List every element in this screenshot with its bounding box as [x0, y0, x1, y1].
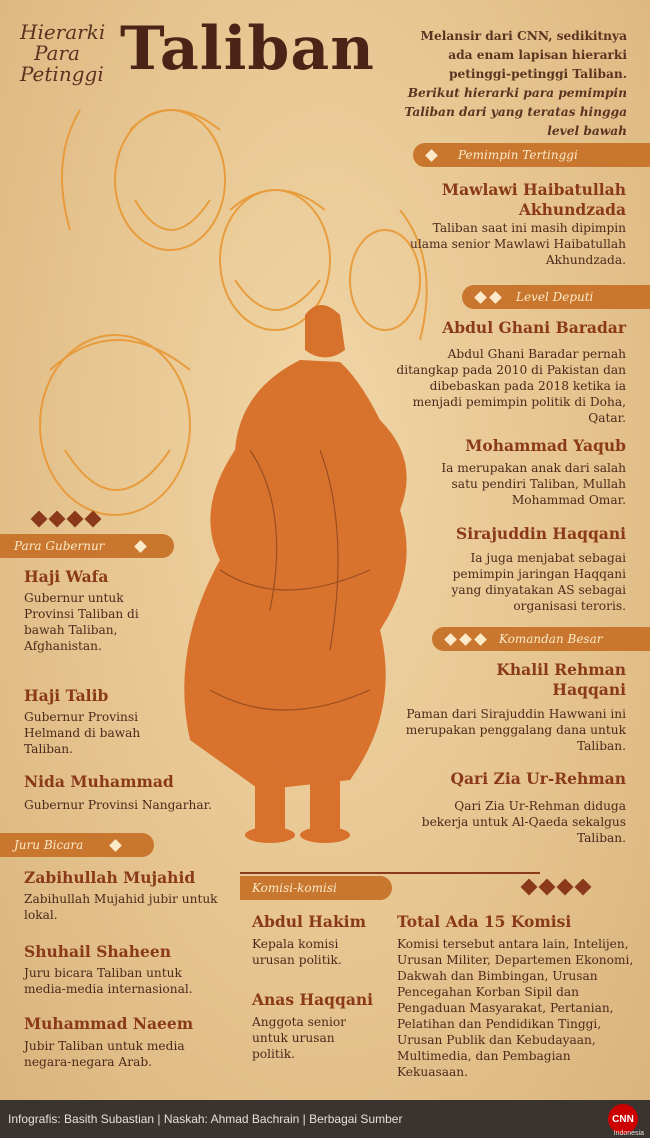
diamond-icon [474, 633, 487, 646]
komisi-divider [240, 872, 540, 874]
spokesperson-3-desc: Jubir Taliban untuk media negara-negara Arab. [24, 1039, 185, 1069]
diamond-icon [444, 633, 457, 646]
diamond-icon [109, 839, 122, 852]
spokesperson-2-name: Shuhail Shaheen [24, 942, 171, 961]
section-komisi: Komisi-komisi [240, 876, 392, 900]
governor-1-name: Haji Wafa [24, 567, 109, 586]
commission-2-desc: Anggota senior untuk urusan politik. [252, 1015, 347, 1061]
diamond-icon [489, 291, 502, 304]
intro-text-italic: Berikut hierarki para pemimpin Taliban dari yang teratas hingga level bawah [404, 86, 627, 138]
intro-text [395, 27, 627, 141]
commission-2-name: Anas Haqqani [252, 990, 374, 1009]
title-main: Taliban [120, 14, 375, 84]
deputy-1-desc: Abdul Ghani Baradar pernah ditangkap pada 2010 di Pakistan dan dibebaskan pada 2018 ketika ia menjadi pemimpin politik di Doha, Qatar. [396, 347, 626, 425]
diamond-icon [85, 511, 102, 528]
section-level-deputi: Level Deputi [462, 285, 650, 309]
commission-total-name: Total Ada 15 Komisi [397, 912, 572, 931]
commander-2-name: Qari Zia Ur-Rehman [450, 769, 626, 788]
commander-1-name: Khalil Rehman Haqqani [496, 660, 626, 699]
footer-credits [0, 1100, 650, 1138]
cnn-logo: CNN [608, 1104, 638, 1134]
section-para-gubernur: Para Gubernur [0, 534, 174, 558]
deputy-2-desc: Ia merupakan anak dari salah satu pendiri Taliban, Mullah Mohammad Omar. [441, 461, 626, 507]
title-prefix [20, 22, 120, 85]
governor-3-name: Nida Muhammad [24, 772, 174, 791]
title-line-3: Petinggi [20, 62, 104, 86]
section-pemimpin-tertinggi: Pemimpin Tertinggi [413, 143, 650, 167]
spokesperson-2-desc: Juru bicara Taliban untuk media-media internasional. [24, 966, 193, 996]
diamond-icon [521, 879, 538, 896]
commission-total-desc: Komisi tersebut antara lain, Intelijen, Urusan Militer, Departemen Ekonomi, Dakwah dan Bimbingan, Urusan Pencegahan Korban Sipil dan Pengaduan Masyarakat, Pertanian, Pelatihan dan Pendidikan Tinggi, Urusan Publik dan Kebudayaan, Multimedia, dan Pembagian Kekuasaan. [397, 937, 634, 1079]
deputy-1-name: Abdul Ghani Baradar [442, 318, 626, 337]
diamond-icon [31, 511, 48, 528]
title-line-1: Hierarki [20, 20, 106, 44]
commander-1-desc: Paman dari Sirajuddin Hawwani ini merupakan penggalang dana untuk Taliban. [405, 707, 626, 753]
spokesperson-1-desc: Zabihullah Mujahid jubir untuk lokal. [24, 892, 218, 922]
governor-2-desc: Gubernur Provinsi Helmand di bawah Taliban. [24, 710, 141, 756]
governor-2-name: Haji Talib [24, 686, 109, 705]
leader-name: Mawlawi Haibatullah Akhundzada [441, 180, 626, 219]
deputy-3-desc: Ia juga menjabat sebagai pemimpin jaringan Haqqani yang dinyatakan AS sebagai organisasi teroris. [451, 551, 626, 613]
diamond-icon [67, 511, 84, 528]
spokesperson-1-name: Zabihullah Mujahid [24, 868, 196, 887]
section-komandan-besar: Komandan Besar [432, 627, 650, 651]
commission-1-desc: Kepala komisi urusan politik. [252, 937, 342, 967]
diamond-icon [49, 511, 66, 528]
diamond-icon [557, 879, 574, 896]
credits-text: Infografis: Basith Subastian | Naskah: Ahmad Bachrain | Berbagai Sumber [8, 1112, 403, 1126]
komisi-diamonds [520, 878, 592, 897]
diamond-icon [539, 879, 556, 896]
diamond-icon [135, 540, 148, 553]
commander-2-desc: Qari Zia Ur-Rehman diduga bekerja untuk Al-Qaeda sekalgus Taliban. [421, 799, 626, 845]
section-juru-bicara: Juru Bicara [0, 833, 154, 857]
diamond-icon [474, 291, 487, 304]
diamond-icon [425, 149, 438, 162]
deputy-2-name: Mohammad Yaqub [465, 436, 626, 455]
governor-3-desc: Gubernur Provinsi Nangarhar. [24, 798, 212, 812]
leader-desc: Taliban saat ini masih dipimpin ulama senior Mawlawi Haibatullah Akhundzada. [409, 221, 626, 267]
intro-text-regular: Melansir dari CNN, sedikitnya ada enam lapisan hierarki petinggi-petinggi Taliban. [420, 29, 627, 81]
cnn-logo-sub: Indonesia [613, 1130, 644, 1137]
title-line-2: Para [34, 41, 80, 65]
governor-1-desc: Gubernur untuk Provinsi Taliban di bawah Taliban, Afghanistan. [24, 591, 139, 653]
commission-1-name: Abdul Hakim [252, 912, 366, 931]
diamond-icon [575, 879, 592, 896]
deputy-3-name: Sirajuddin Haqqani [456, 524, 626, 543]
diamond-divider [30, 510, 102, 529]
diamond-icon [459, 633, 472, 646]
spokesperson-3-name: Muhammad Naeem [24, 1014, 194, 1033]
